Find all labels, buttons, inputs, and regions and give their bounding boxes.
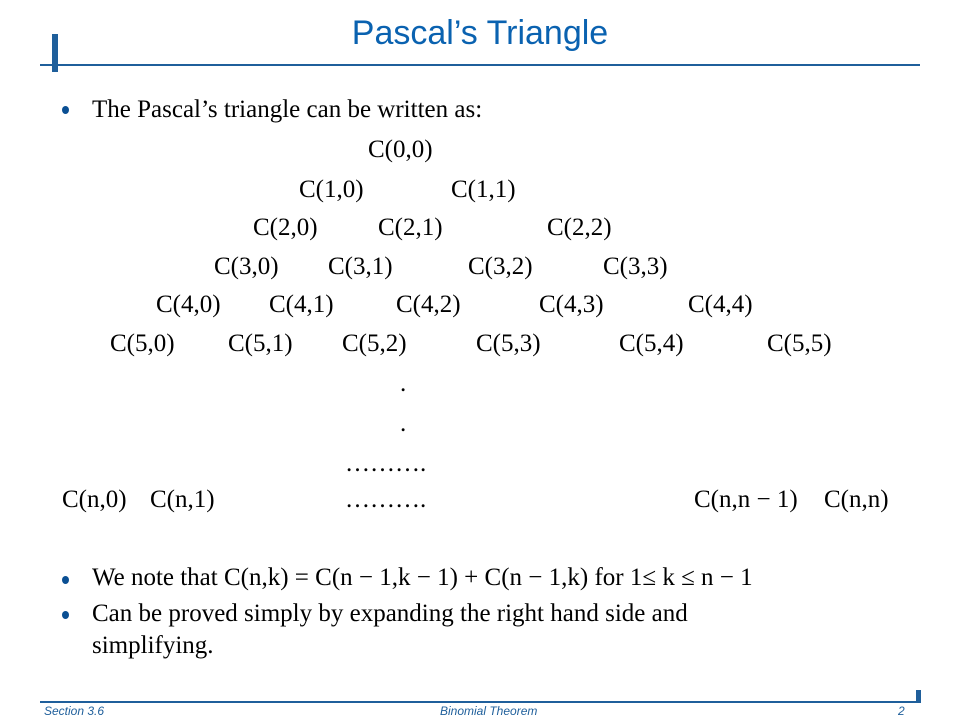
- triangle-cell: C(5,0): [110, 330, 175, 357]
- triangle-cell: C(3,0): [214, 253, 279, 280]
- bullet-icon: [62, 576, 69, 584]
- row-n-first: C(n,0): [62, 486, 127, 513]
- footer-section: Section 3.6: [44, 704, 105, 718]
- footer-rule: [40, 701, 920, 703]
- triangle-cell: C(3,3): [603, 253, 668, 280]
- row-n-ellipsis: ……….: [345, 486, 427, 513]
- title-rule: [40, 64, 920, 66]
- triangle-cell: C(5,1): [228, 330, 293, 357]
- vertical-dot: .: [400, 410, 407, 437]
- triangle-cell: C(3,1): [328, 253, 393, 280]
- ellipsis-mid: ……….: [345, 450, 427, 477]
- triangle-cell: C(1,0): [299, 176, 364, 203]
- footer-title: Binomial Theorem: [440, 704, 538, 718]
- triangle-cell: C(4,3): [539, 291, 604, 318]
- page-number: 2: [898, 704, 905, 718]
- bullet-icon: [62, 611, 69, 619]
- bullet-3-line-1: Can be proved simply by expanding the right hand side and: [92, 600, 688, 627]
- row-n-last: C(n,n): [824, 486, 889, 513]
- triangle-cell: C(5,5): [767, 330, 832, 357]
- triangle-cell: C(3,2): [468, 253, 533, 280]
- triangle-cell: C(1,1): [451, 176, 516, 203]
- triangle-cell: C(5,4): [619, 330, 684, 357]
- triangle-cell: C(4,1): [269, 291, 334, 318]
- identity-condition: for 1≤ k ≤ n − 1: [594, 564, 753, 591]
- triangle-cell: C(5,2): [342, 330, 407, 357]
- triangle-cell: C(2,1): [378, 214, 443, 241]
- triangle-cell: C(5,3): [476, 330, 541, 357]
- bullet-2-lead: We note that: [92, 564, 218, 591]
- bullet-1-text: The Pascal’s triangle can be written as:: [92, 96, 483, 123]
- bullet-2-text: [92, 564, 753, 592]
- bullet-3-line-2: simplifying.: [92, 632, 214, 659]
- triangle-cell: C(2,2): [547, 214, 612, 241]
- pascal-identity-formula: C(n,k) = C(n − 1,k − 1) + C(n − 1,k): [223, 564, 589, 591]
- row-n-second: C(n,1): [150, 486, 215, 513]
- triangle-cell: C(2,0): [253, 214, 318, 241]
- vertical-dot: .: [400, 370, 407, 397]
- triangle-cell: C(4,0): [156, 291, 221, 318]
- bullet-icon: [62, 106, 69, 114]
- row-n-penultimate: C(n,n − 1): [694, 486, 798, 513]
- triangle-cell: C(0,0): [368, 136, 433, 163]
- triangle-cell: C(4,2): [396, 291, 461, 318]
- slide-title: Pascal’s Triangle: [351, 14, 609, 52]
- triangle-cell: C(4,4): [688, 291, 753, 318]
- footer-accent-bar: [916, 690, 921, 703]
